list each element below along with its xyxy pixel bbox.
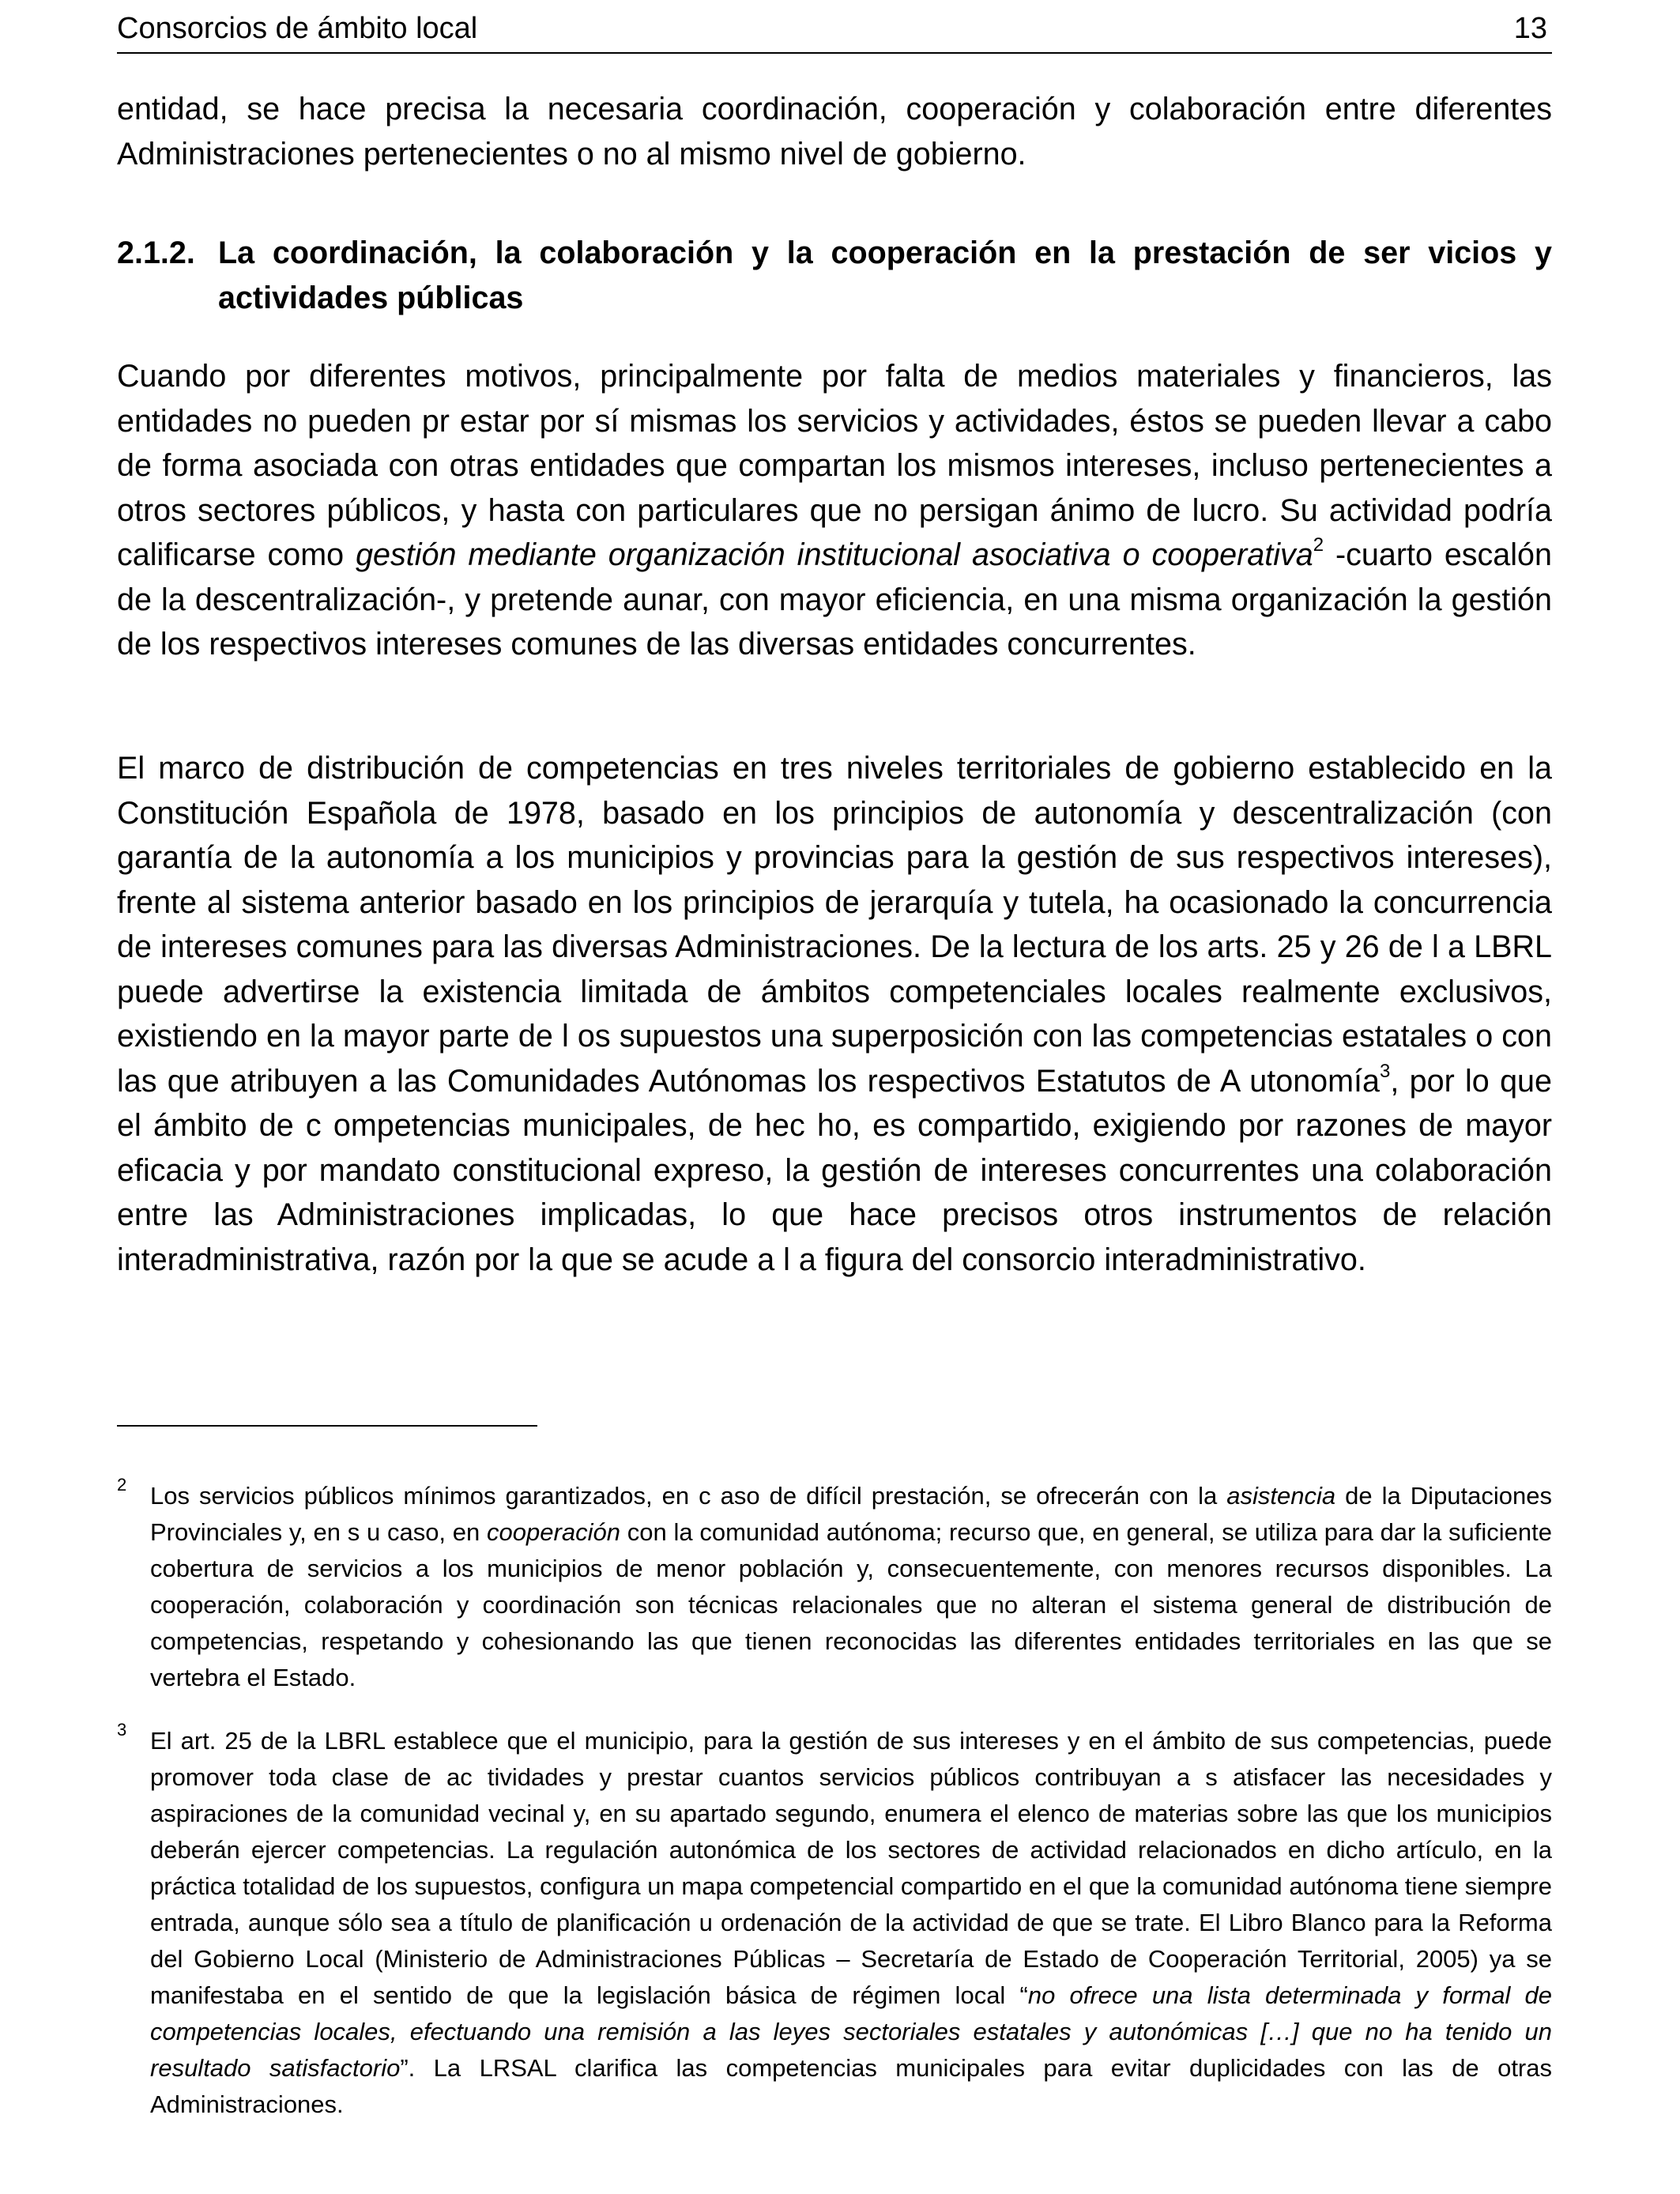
footnote-mark: 2 [117, 1475, 127, 1495]
paragraph-text: , por lo que el ámbito de c ompetencias municipales, de hec ho, es compartido, exigiendo por razones de mayor eficacia y por mandato constitucional expreso, la gestión de intereses concurrentes una colaboración entre las Administraciones implicadas, lo que hace precisos otros instrumentos de relación interadministrativa, razón por la que se acude a l a figura del consorcio interadministrativo. [117, 1063, 1552, 1277]
section-title: La coordinación, la colaboración y la cooperación en la prestación de ser vicios y actividades públicas [218, 236, 1552, 315]
footnote-3 [117, 1720, 1552, 2123]
footnote-mark: 3 [117, 1720, 127, 1740]
footnote-text-part: Los servicios públicos mínimos garantizados, en c aso de difícil prestación, se ofrecerán con la [150, 1482, 1227, 1510]
footnote-text-part: con la comunidad autónoma; recurso que, en general, se utiliza para dar la suficiente cobertura de servicios a los municipios de menor población y, consecuentemente, con menores recursos disponibles. La cooperación, colaboración y coordinación son técnicas relacionales que no alteran el sistema general de distribución de competencias, respetando y cohesionando las que tienen reconocidas las diferentes entidades territoriales en las que se vertebra el Estado. [150, 1518, 1552, 1691]
footnote-separator [117, 1425, 537, 1427]
footnote-text-part: ”. La LRSAL clarifica las competencias municipales para evitar duplicidades con las de otras Administraciones. [150, 2054, 1552, 2118]
paragraph-text: -cuarto escalón de la descentralización-, y pretende aunar, con mayor eficiencia, en una misma organización la gestión de los respectivos intereses comunes de las diversas entidades concurrentes. [117, 537, 1552, 662]
italic-term: gestión mediante organización institucional asociativa o cooperativa [356, 537, 1313, 572]
page-header [117, 8, 1552, 54]
footnote-text [150, 1478, 1552, 1696]
paragraph-text: El marco de distribución de competencias en tres niveles territoriales de gobierno establecido en la Constitución Española de 1978, basado en los principios de autonomía y descentralización (con garantía de la autonomía a los municipios y provincias para la gestión de sus respectivos intereses), frente al sistema anterior basado en los principios de jerarquía y tutela, ha ocasionado la concurrencia de intereses comunes para las diversas Administraciones. De la lectura de los arts. 25 y 26 de l a LBRL puede advertirse la existencia limitada de ámbitos competenciales locales realmente exclusivos, existiendo en la mayor parte de l os supuestos una superposición con las competencias estatales o con las que atribuyen a las Comunidades Autónomas los respectivos Estatutos de A utonomía [117, 751, 1552, 1099]
header-title: Consorcios de ámbito local [117, 12, 478, 45]
section-heading [117, 231, 1552, 320]
paragraph-intro: entidad, se hace precisa la necesaria coordinación, cooperación y colaboración entre diferentes Administraciones pertenecientes o no al mismo nivel de gobierno. [117, 92, 1552, 172]
footnote-text-part: El art. 25 de la LBRL establece que el municipio, para la gestión de sus intereses y en el ámbito de sus competencias, puede promover toda clase de ac tividades y prestar cuantos servicios públicos contribuyan a s atisfacer las necesidades y aspiraciones de la comunidad vecinal y, en su apartado segundo, enumera el elenco de materias sobre las que los municipios deberán ejercer competencias. La regulación autonómica de los sectores de actividad relacionados en dicho artículo, en la práctica totalidad de los supuestos, configura un mapa competencial compartido en el que la comunidad autónoma tiene siempre entrada, aunque sólo sea a título de planificación u ordenación de la actividad de que se trate. El Libro Blanco para la Reforma del Gobierno Local (Ministerio de Administraciones Públicas – Secretaría de Estado de Cooperación Territorial, 2005) ya se manifestaba en el sentido de que la legislación básica de régimen local “ [150, 1727, 1552, 2009]
footnote-ref-3[interactable]: 3 [1379, 1060, 1391, 1082]
footnote-text-part: de la Diputaciones Provinciales y, en s u caso, en [150, 1482, 1553, 1546]
footnote-italic: asistencia [1226, 1482, 1336, 1510]
footnote-italic: cooperación [487, 1518, 620, 1546]
paragraph-asociativa [117, 354, 1552, 667]
paragraph-marco [117, 746, 1552, 1282]
page-number: 13 [1513, 12, 1547, 45]
footnote-2 [117, 1475, 1553, 1696]
footnote-ref-2[interactable]: 2 [1313, 534, 1324, 556]
section-number: 2.1.2. [117, 236, 195, 270]
footnote-text [150, 1723, 1552, 2123]
footnote-italic: no ofrece una lista determinada y formal de competencias locales, efectuando una remisión a las leyes sectoriales estatales y autonómicas […] que no ha tenido un resultado satisfactorio [150, 1981, 1552, 2082]
paragraph-text: Cuando por diferentes motivos, principalmente por falta de medios materiales y financieros, las entidades no pueden pr estar por sí mismas los servicios y actividades, éstos se pueden llevar a cabo de forma asociada con otras entidades que compartan los mismos intereses, incluso pertenecientes a otros sectores públicos, y hasta con particulares que no persigan ánimo de lucro. Su actividad podría calificarse como [117, 359, 1552, 572]
